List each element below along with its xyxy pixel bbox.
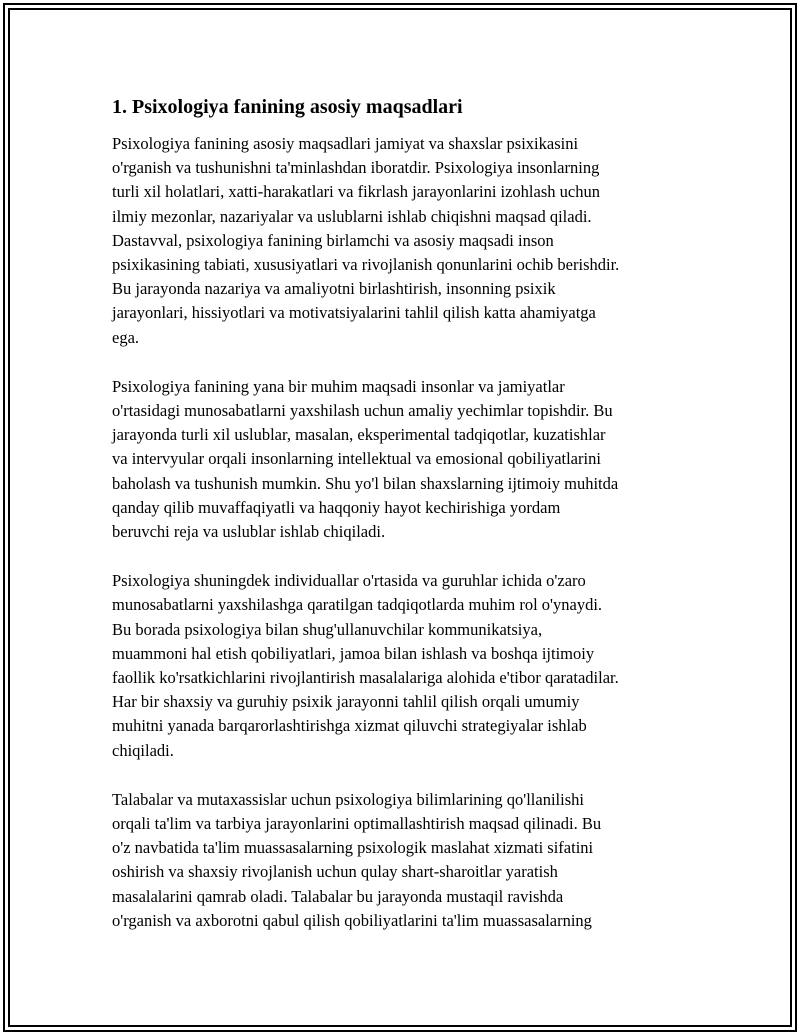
paragraph-line: munosabatlarni yaxshilashga qaratilgan tadqiqotlarda muhim rol o'ynaydi. (112, 595, 603, 615)
paragraph-line: muammoni hal etish qobiliyatlari, jamoa bilan ishlash va boshqa ijtimoiy (112, 643, 595, 663)
paragraph-line: jarayonda turli xil uslublar, masalan, eksperimental tadqiqotlar, kuzatishlar (112, 425, 606, 445)
paragraph-line: psixikasining tabiati, xususiyatlari va rivojlanish qonunlarini ochib berishdir. (112, 255, 620, 275)
paragraph-line: baholash va tushunish mumkin. Shu yo'l bilan shaxslarning ijtimoiy muhitda (112, 473, 619, 493)
paragraph (112, 132, 712, 350)
paragraph-line: o'rganish va tushunishni ta'minlashdan iboratdir. Psixologiya insonlarning (112, 158, 600, 178)
paragraph-line: faollik ko'rsatkichlarini rivojlantirish masalalariga alohida e'tibor qaratadilar. (112, 668, 619, 688)
paragraph (112, 375, 712, 544)
paragraph-line: o'rganish va axborotni qabul qilish qobiliyatlarini ta'lim muassasalarning (112, 910, 592, 930)
section-heading: 1. Psixologiya fanining asosiy maqsadlari (112, 96, 463, 118)
paragraph-line: orqali ta'lim va tarbiya jarayonlarini optimallashtirish maqsad qilinadi. Bu (112, 814, 602, 834)
paragraph-line: turli xil holatlari, xatti-harakatlari va fikrlash jarayonlarini izohlash uchun (112, 182, 600, 202)
paragraph-line: Bu jarayonda nazariya va amaliyotni birlashtirish, insonning psixik (112, 279, 556, 299)
paragraph-line: Bu borada psixologiya bilan shug'ullanuvchilar kommunikatsiya, (112, 619, 543, 639)
paragraph-line: Psixologiya fanining yana bir muhim maqsadi insonlar va jamiyatlar (112, 376, 565, 396)
paragraph-list (112, 132, 712, 933)
paragraph-line: oshirish va shaxsiy rivojlanish uchun qulay shart-sharoitlar yaratish (112, 862, 558, 882)
paragraph-line: Psixologiya fanining asosiy maqsadlari jamiyat va shaxslar psixikasini (112, 134, 579, 153)
paragraph-line: masalalarini qamrab oladi. Talabalar bu jarayonda mustaqil ravishda (112, 886, 564, 906)
paragraph (112, 569, 712, 763)
paragraph-line: beruvchi reja va uslublar ishlab chiqiladi. (112, 522, 386, 542)
document-body (112, 93, 712, 958)
paragraph-line: Talabalar va mutaxassislar uchun psixologiya bilimlarining qo'llanilishi (112, 789, 584, 809)
paragraph-line: ilmiy mezonlar, nazariyalar va uslublarni ishlab chiqishni maqsad qiladi. (112, 206, 592, 226)
paragraph-line: Har bir shaxsiy va guruhiy psixik jarayonni tahlil qilish orqali umumiy (112, 692, 580, 712)
paragraph-line: jarayonlari, hissiyotlari va motivatsiyalarini tahlil qilish katta ahamiyatga (112, 303, 596, 323)
paragraph-line: o'rtasidagi munosabatlarni yaxshilash uchun amaliy yechimlar topishdir. Bu (112, 401, 613, 421)
paragraph-line: Psixologiya shuningdek individuallar o'rtasida va guruhlar ichida o'zaro (112, 571, 586, 591)
paragraph-line: qanday qilib muvaffaqiyatli va haqqoniy hayot kechirishiga yordam (112, 497, 561, 517)
paragraph-line: muhitni yanada barqarorlashtirishga xizmat qiluvchi strategiyalar ishlab (112, 716, 587, 736)
paragraph-line: Dastavval, psixologiya fanining birlamchi va asosiy maqsadi inson (112, 230, 554, 250)
paragraph-line: ega. (112, 327, 140, 347)
paragraph-line: o'z navbatida ta'lim muassasalarning psixologik maslahat xizmati sifatini (112, 838, 594, 858)
paragraph (112, 788, 712, 933)
paragraph-line: chiqiladi. (112, 740, 174, 760)
paragraph-line: va intervyular orqali insonlarning intellektual va emosional qobiliyatlarini (112, 449, 601, 469)
